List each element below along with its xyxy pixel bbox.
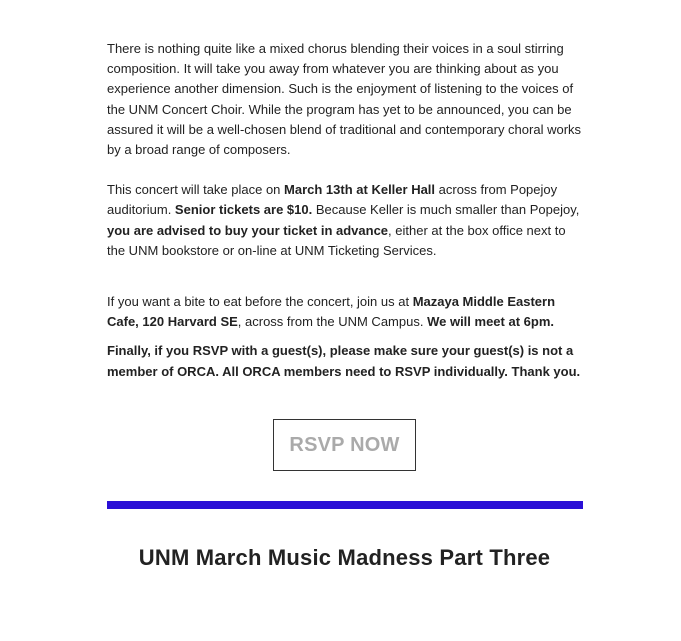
newsletter-body xyxy=(107,39,583,382)
dinner-paragraph xyxy=(107,292,583,332)
rsvp-guest-note: Finally, if you RSVP with a guest(s), please make sure your guest(s) is not a member of ORCA. All ORCA members need to RSVP individually. Thank you. xyxy=(107,343,581,379)
concert-text-3: Because Keller is much smaller than Popejoy, xyxy=(312,202,580,218)
section-divider xyxy=(107,501,583,509)
concert-text-1: This concert will take place on xyxy=(107,182,285,198)
senior-ticket-price: Senior tickets are $10. xyxy=(174,202,313,218)
dinner-text-1: If you want a bite to eat before the concert, join us at xyxy=(107,294,413,310)
next-section-title: UNM March Music Madness Part Three xyxy=(138,545,551,570)
meeting-time: We will meet at 6pm. xyxy=(427,314,554,330)
concert-text-4: , either at the box office next to the UNM bookstore or on-line at UNM Ticketing Services. xyxy=(107,222,566,258)
concert-text-2: across from Popejoy auditorium. xyxy=(107,182,558,218)
concert-date-venue: March 13th at Keller Hall xyxy=(284,182,436,198)
rsvp-button-container xyxy=(273,419,416,471)
advance-ticket-advice: you are advised to buy your ticket in advance xyxy=(107,222,389,238)
restaurant-name-address: Mazaya Middle Eastern Cafe, 120 Harvard SE xyxy=(107,294,556,330)
rsvp-now-button[interactable]: RSVP NOW xyxy=(273,419,416,471)
dinner-text-2: , across from the UNM Campus. xyxy=(237,314,428,330)
concert-paragraph xyxy=(107,180,583,261)
intro-paragraph: There is nothing quite like a mixed chorus blending their voices in a soul stirring composition. It will take you away from whatever you are thinking about as you experience another dimension. Such is the enjoyment of listening to the voices of the UNM Concert Choir. While the program has yet to be announced, you can be assured it will be a well-chosen blend of traditional and contemporary choral works by a broad range of composers. xyxy=(107,41,582,158)
